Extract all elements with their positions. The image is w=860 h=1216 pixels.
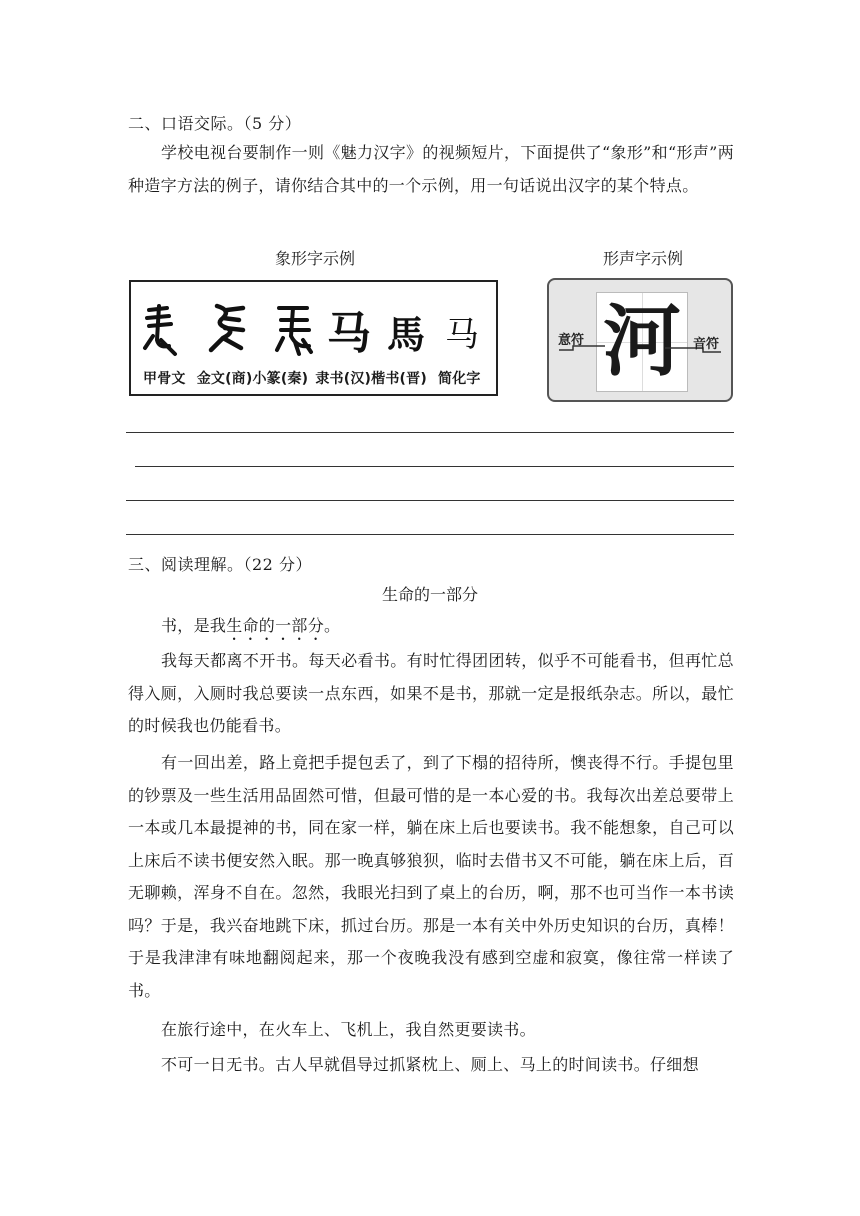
label-seal: 小篆(秦) (252, 371, 309, 387)
label-clerical: 隶书(汉) (315, 371, 372, 387)
article-title: 生命的一部分 (381, 585, 478, 604)
oracle-bone-horse-icon (145, 306, 175, 354)
regular-horse-char: 馬 (387, 312, 426, 357)
pictograph-example-box (129, 280, 498, 396)
phono-semantic-example-box (547, 278, 733, 402)
label-regular: 楷书(晋) (371, 371, 427, 387)
he-character: 河 (602, 297, 681, 387)
semantic-radical-tag: 意符 (558, 333, 585, 348)
article-first-line (128, 610, 734, 644)
phonetic-component-tag: 音符 (693, 337, 720, 352)
section2-prompt: 学校电视台要制作一则《魅力汉字》的视频短片，下面提供了“象形”和“形声”两种造字方法的例子，请你结合其中的一个示例，用一句话说出汉字的某个特点。 (128, 143, 734, 195)
section3-heading: 三、阅读理解。（22 分） (128, 555, 312, 574)
answer-line-2[interactable] (135, 466, 734, 467)
article-paragraph-2: 有一回出差，路上竟把手提包丢了，到了下榻的招待所，懊丧得不行。手提包里的钞票及一些生活用品固然可惜，但最可惜的是一本心爱的书。我每次出差总要带上一本或几本最提神的书，同在家一样，躺在床上后也要读书。我不能想象，自己可以上床后不读书便安然入眠。那一晚真够狼狈，临时去借书又不可能，躺在床上后，百无聊赖，浑身不自在。忽然，我眼光扫到了桌上的台历，啊，那不也可当作一本书读吗？于是，我兴奋地跳下床，抓过台历。那是一本有关中外历史知识的台历，真棒！于是我津津有味地翻阅起来，那一个夜晚我没有感到空虚和寂寞，像往常一样读了书。 (128, 753, 734, 1000)
answer-line-3[interactable] (126, 500, 734, 501)
pictograph-caption: 象形字示例 (275, 249, 356, 268)
section2-heading: 二、口语交际。（5 分） (128, 114, 302, 133)
simplified-horse-char: 马 (445, 315, 479, 355)
ancient-horse-glyphs (131, 296, 496, 360)
bronze-horse-icon (211, 306, 243, 350)
article-paragraph-3: 在旅行途中，在火车上、飞机上，我自然更要读书。 (161, 1020, 536, 1039)
answer-line-4[interactable] (126, 534, 734, 535)
first-line-pre: 书，是我 (161, 616, 227, 635)
seal-horse-icon (277, 308, 311, 354)
phono-caption: 形声字示例 (603, 249, 684, 268)
label-simplified: 简化字 (438, 371, 481, 387)
first-line-post: 。 (324, 616, 341, 635)
script-labels (143, 368, 487, 388)
article-paragraph-1: 我每天都离不开书。每天必看书。有时忙得团团转，似乎不可能看书，但再忙总得入厕，入厕时我总要读一点东西，如果不是书，那就一定是报纸杂志。所以，最忙的时候我也仍能看书。 (128, 651, 734, 735)
clerical-horse-char: 马 (327, 308, 371, 359)
article-paragraph-4: 不可一日无书。古人早就倡导过抓紧枕上、厕上、马上的时间读书。仔细想 (161, 1055, 699, 1074)
label-oracle: 甲骨文 (143, 371, 186, 387)
label-bronze: 金文(商) (196, 371, 253, 387)
answer-line-1[interactable] (126, 432, 734, 433)
first-line-emphasized: 生命的一部分 (226, 616, 325, 635)
